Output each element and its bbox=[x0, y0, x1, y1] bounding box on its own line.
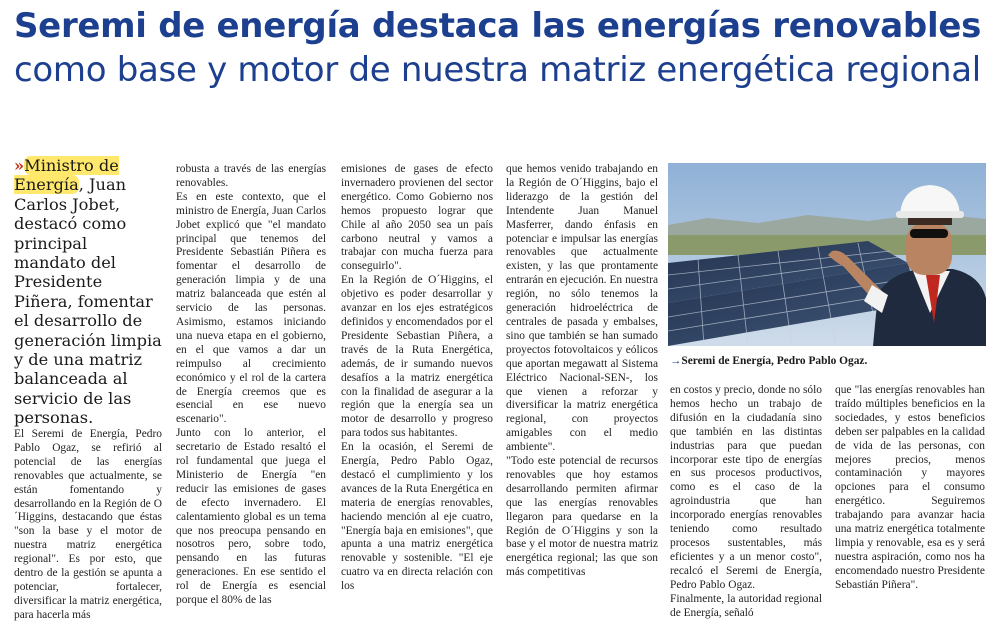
article-column-6 bbox=[835, 384, 985, 593]
headline-line-1: Seremi de energía destaca las energías renovables bbox=[14, 6, 982, 46]
headline bbox=[14, 4, 984, 92]
article-paragraph: que hemos venido trabajando en la Región de O´Higgins, bajo el liderazgo de la gestión del Intendente Juan Manuel Masferrer, dando énfasis en potenciar e impulsar las energías renovables que actualmente existen, y las que prontamente entrarán en ejecución. En nuestra región, no sólo tenemos la generación hidroeléctrica de centrales de pasada y embalses, sino que también se han sumado proyectos fotovoltaicos y eólicos que aportan megawatt al Sistema Eléctrico Nacional-SEN-, los que vienen a reforzar y diversificar la matriz energética regional, con proyectos amigables con el medio ambiente". bbox=[506, 163, 658, 454]
lead-highlight: Ministro de Energía bbox=[14, 156, 119, 195]
article-paragraph: El Seremi de Energía, Pedro Pablo Ogaz, se refirió al potencial de las energías renovables que actualmente, se están fomentando y desarrollando en la Región de O´Higgins, destacando que éstas "son la base y el motor de nuestra matriz energética regional". Es por esto, que dentro de la gestión se apunta a potenciar, fortalecer, diversificar la matriz energética, para hacerla más bbox=[14, 428, 162, 621]
headline-line-2: como base y motor de nuestra matriz energética regional bbox=[14, 50, 981, 90]
photo-illustration bbox=[668, 163, 986, 346]
article-paragraph: en costos y precio, donde no sólo hemos hecho un trabajo de difusión en la ciudadanía sino que también en las distintas industrias para que puedan incorporar este tipo de energías en sus procesos productivos, como es el caso de la agroindustria que han incorporado energías renovables teniendo como resultado procesos sustentables, más eficientes y a un menor costo", recalcó el Seremi de Energía, Pedro Pablo Ogaz. bbox=[670, 384, 822, 591]
article-paragraph: que "las energías renovables han traído múltiples beneficios en la sociedades, y estos beneficios deben ser palpables en la calidad de vida de las personas, con mejores precios, menos contaminación y mayores opciones para el consumo energético. Seguiremos trabajando para avanzar hacia una matriz energética totalmente limpia y renovable, esa es y será nuestra aspiración, como nos ha encomendado nuestro Presidente Sebastián Piñera". bbox=[835, 384, 985, 591]
lead-text: , Juan Carlos Jobet, destacó como principal mandato del Presidente Piñera, fomentar el desarrollo de generación limpia y de una matriz balanceada al servicio de las personas. bbox=[14, 175, 162, 428]
article-column-1 bbox=[14, 428, 162, 623]
article-column-3 bbox=[341, 163, 493, 594]
article-column-2 bbox=[176, 163, 326, 608]
lead-paragraph bbox=[14, 156, 162, 428]
photo-caption-text: Seremi de Energía, Pedro Pablo Ogaz. bbox=[681, 355, 868, 367]
article-paragraph: Junto con lo anterior, el secretario de Estado resaltó el rol fundamental que juega el Ministerio de Energía "en reducir las emisiones de gases de efecto invernadero. El calentamiento global es un tema que nos preocupa pensando en nosotros pero, sobre todo, pensando en las futuras generaciones. En ese sentido el rol de Energía es esencial porque el 80% de las bbox=[176, 427, 326, 607]
article-photo bbox=[668, 163, 986, 346]
article-column-5 bbox=[670, 384, 822, 620]
article-paragraph: "Todo este potencial de recursos renovables que hoy estamos desarrollando permiten afirmar que las energías renovables llegaron para quedarse en la Región de O´Higgins y son la base y el motor de nuestra matriz energética regional; las que son más competitivas bbox=[506, 455, 658, 579]
chevron-icon: » bbox=[14, 156, 25, 175]
article-paragraph: Finalmente, la autoridad regional de Energía, señaló bbox=[670, 592, 822, 619]
article-paragraph: En la ocasión, el Seremi de Energía, Pedro Pablo Ogaz, destacó el cumplimiento y los avances de la Ruta Energética en materia de energías renovables, haciendo mención al eje cuatro, "Energía baja en emisiones", que apunta a una matriz energética renovable y sostenible. "El eje cuatro va en directa relación con los bbox=[341, 441, 493, 593]
article-paragraph: Es en este contexto, que el ministro de Energía, Juan Carlos Jobet explicó que "el mandato principal que tenemos del Presidente Sebastián Piñera es fomentar el desarrollo de generación limpia y de una matriz balanceada que estén al servicio de las personas. Asimismo, estamos iniciando una nueva etapa en el gobierno, en el que vamos a dar un reimpulso al crecimiento económico y el rol de la cartera de Energía creemos que es esencial en ese nuevo escenario". bbox=[176, 190, 326, 426]
photo-caption bbox=[670, 354, 986, 368]
article-paragraph: En la Región de O´Higgins, el objetivo es poder desarrollar y avanzar en los ejes estratégicos definidos y encomendados por el Presidente Sebastian Piñera, a través de la Ruta Energética, además, de ir sumando nuevos desafíos a la matriz energética con la finalidad de asegurar a la región que la energía sea un motor de desarrollo y progreso para todos sus habitantes. bbox=[341, 274, 493, 440]
article-column-4 bbox=[506, 163, 658, 580]
arrow-right-icon: → bbox=[670, 355, 682, 367]
article-paragraph: emisiones de gases de efecto invernadero provienen del sector energético. Como Gobierno nos hemos propuesto lograr que Chile al año 2050 sea un país carbono neutral y vamos a trabajar con mucha fuerza para conseguirlo". bbox=[341, 163, 493, 273]
article-paragraph: robusta a través de las energías renovables. bbox=[176, 163, 326, 189]
